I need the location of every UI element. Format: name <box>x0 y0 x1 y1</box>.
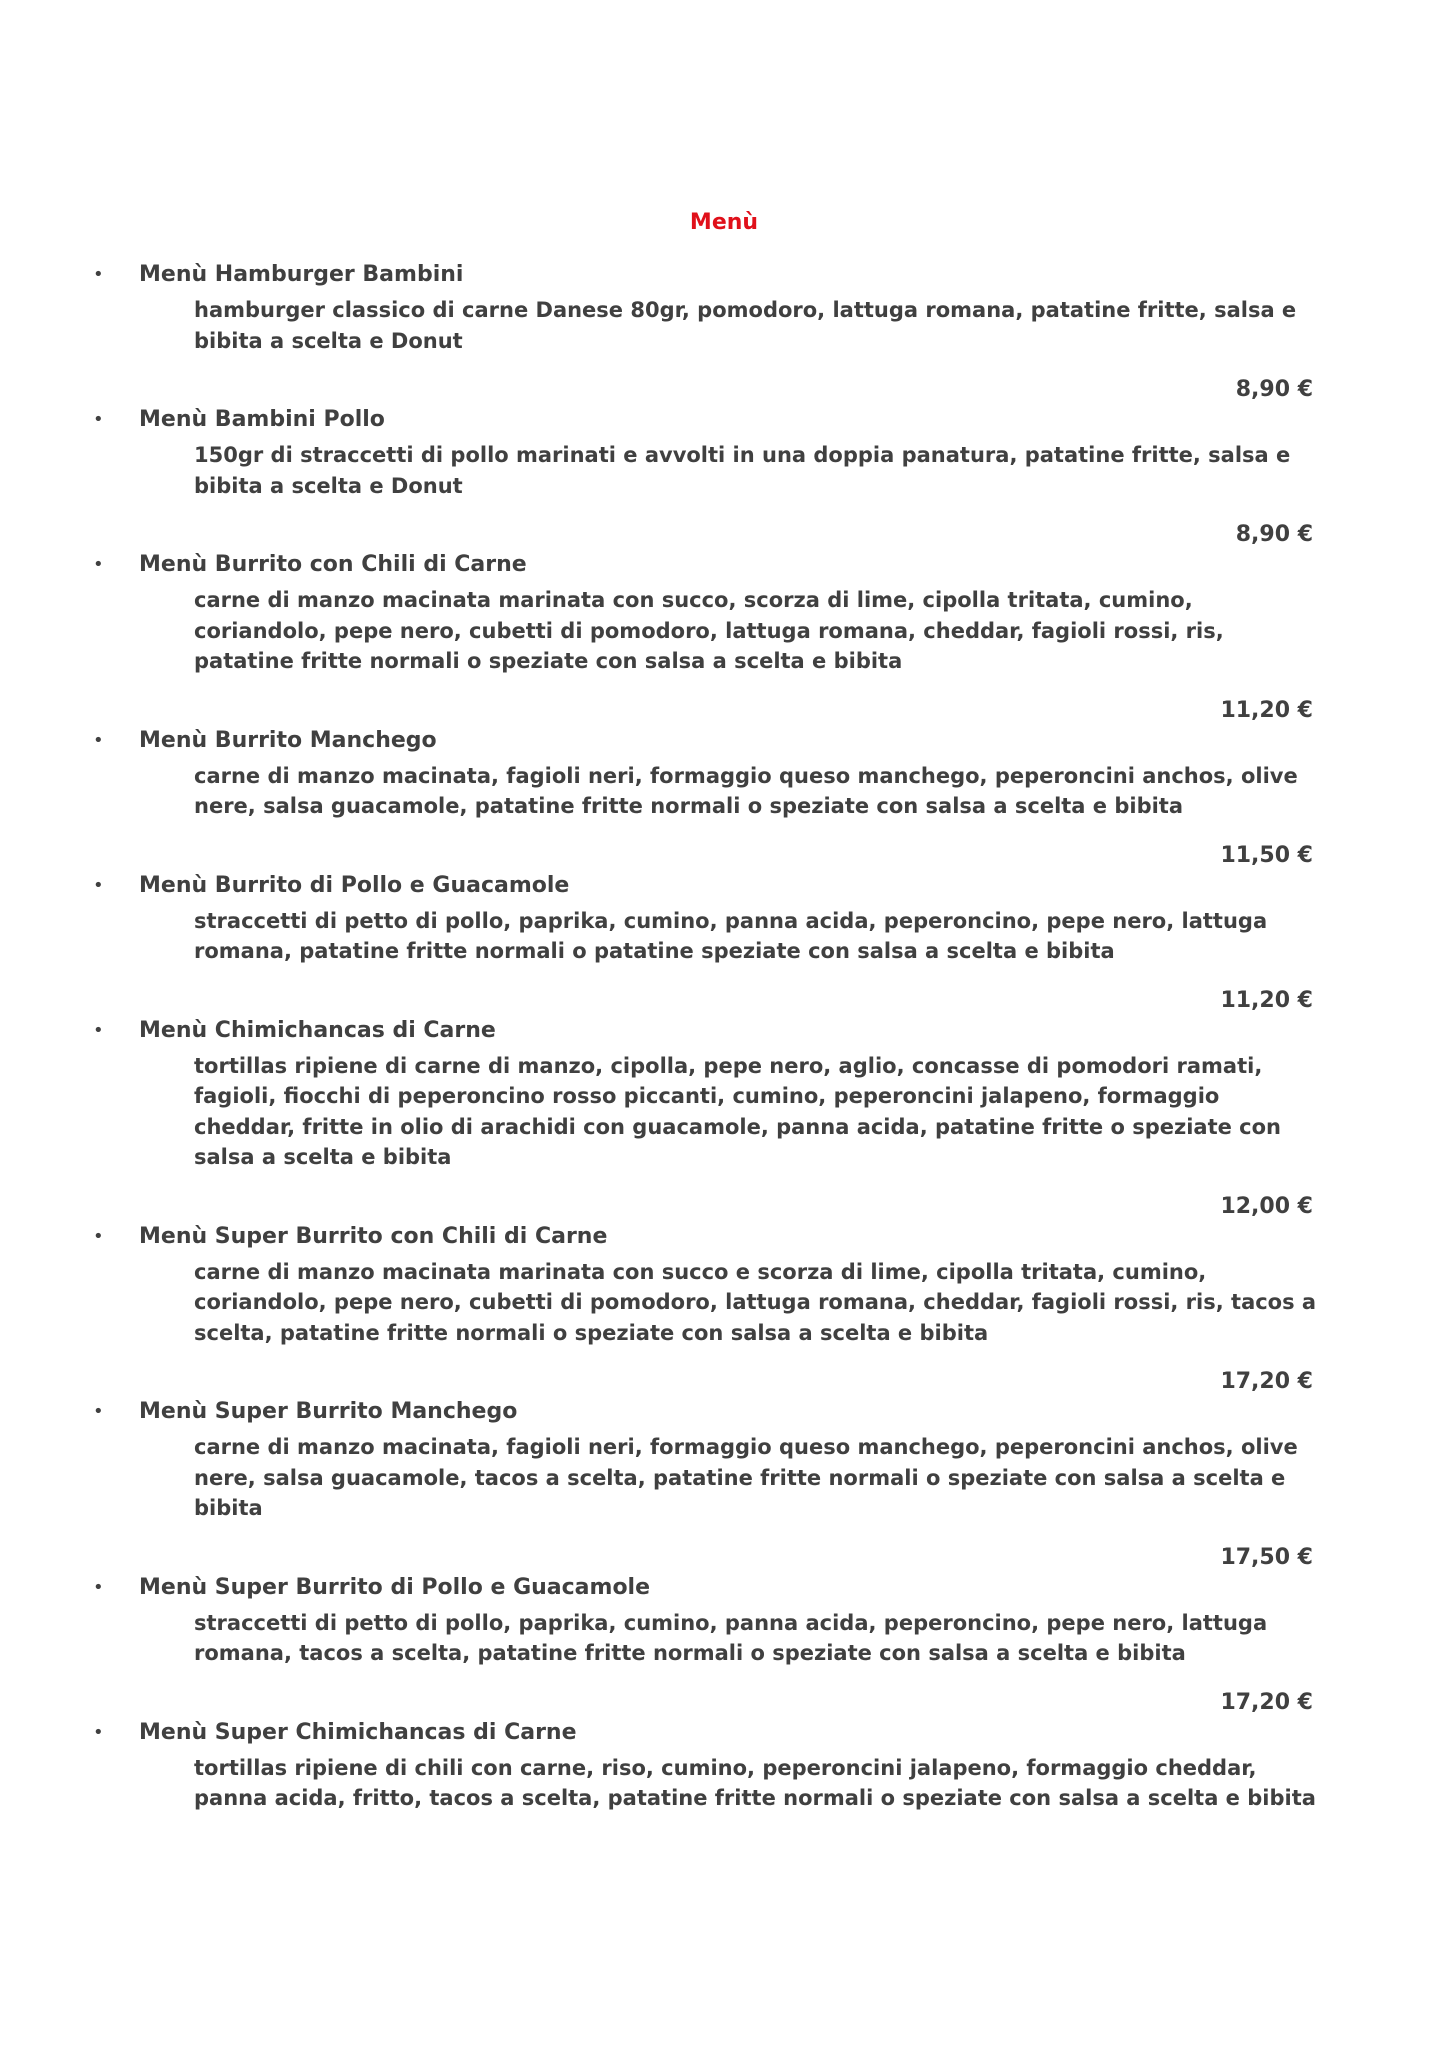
menu-item-description: carne di manzo macinata marinata con succo, scorza di lime, cipolla tritata, cumino, coriandolo, pepe nero, cubetti di pomodoro, lattuga romana, cheddar, fagioli rossi, ris, patatine fritte normali o speziate con salsa a scelta e bibita <box>194 588 1224 673</box>
menu-item-name: Menù Burrito di Pollo e Guacamole <box>139 872 570 898</box>
menu-item <box>0 260 1448 405</box>
menu-item-description: 150gr di straccetti di pollo marinati e avvolti in una doppia panatura, patatine fritte, salsa e bibita a scelta e Donut <box>194 443 1291 498</box>
menu-item <box>0 1016 1448 1222</box>
menu-item-name: Menù Chimichancas di Carne <box>139 1017 496 1043</box>
menu-item-price: 8,90 € <box>1235 522 1313 547</box>
page-title: Menù <box>689 210 759 235</box>
bullet-icon: • <box>93 409 104 430</box>
menu-item-price: 12,00 € <box>1220 1193 1313 1219</box>
menu-item-price: 11,20 € <box>1220 987 1313 1013</box>
menu-item-name: Menù Burrito con Chili di Carne <box>139 552 527 577</box>
menu-item-description: hamburger classico di carne Danese 80gr, pomodoro, lattuga romana, patatine fritte, salsa e bibita a scelta e Donut <box>194 298 1297 353</box>
menu-item-name: Menù Super Burrito Manchego <box>139 1399 518 1424</box>
menu-item <box>0 1397 1448 1573</box>
menu-item-description: straccetti di petto di pollo, paprika, cumino, panna acida, peperoncino, pepe nero, lattuga romana, patatine fritte normali o patatine speziate con salsa a scelta e bibita <box>194 908 1268 963</box>
menu-item-name: Menù Hamburger Bambini <box>139 262 464 287</box>
bullet-icon: • <box>93 874 104 896</box>
menu-item <box>0 1573 1448 1718</box>
menu-item-name: Menù Super Burrito di Pollo e Guacamole <box>139 1574 651 1600</box>
menu-item-description: straccetti di petto di pollo, paprika, cumino, panna acida, peperoncino, pepe nero, lattuga romana, tacos a scelta, patatine fritte normali o speziate con salsa a scelta e bibita <box>194 1610 1268 1665</box>
menu-item-description: carne di manzo macinata marinata con succo e scorza di lime, cipolla tritata, cumino, coriandolo, pepe nero, cubetti di pomodoro, lattuga romana, cheddar, fagioli rossi, ris, tacos a scelta, patatine fritte normali o speziate con salsa a scelta e bibita <box>194 1259 1317 1345</box>
menu-item-description: tortillas ripiene di chili con carne, riso, cumino, peperoncini jalapeno, formaggio cheddar, panna acida, fritto, tacos a scelta, patatine fritte normali o speziate con salsa a scelta e bibita <box>194 1755 1316 1810</box>
bullet-icon: • <box>93 554 104 575</box>
menu-item-price: 17,20 € <box>1220 1369 1313 1394</box>
menu-item-price: 8,90 € <box>1235 377 1313 402</box>
menu-item-price: 17,50 € <box>1220 1544 1313 1570</box>
menu-item <box>0 405 1448 550</box>
bullet-icon: • <box>93 264 104 285</box>
bullet-icon: • <box>93 1721 104 1743</box>
menu-item <box>0 871 1448 1016</box>
menu-item <box>0 1222 1448 1398</box>
menu-item-name: Menù Burrito Manchego <box>139 727 437 753</box>
menu-item-description: carne di manzo macinata, fagioli neri, formaggio queso manchego, peperoncini anchos, olive nere, salsa guacamole, patatine fritte normali o speziate con salsa a scelta e bibita <box>194 763 1298 818</box>
menu-list <box>0 260 1448 1814</box>
menu-item <box>0 726 1448 871</box>
bullet-icon: • <box>93 729 104 751</box>
menu-item-price: 11,50 € <box>1220 842 1313 868</box>
menu-item-price: 17,20 € <box>1220 1689 1313 1715</box>
bullet-icon: • <box>93 1019 104 1041</box>
bullet-icon: • <box>93 1576 104 1598</box>
menu-item-description: carne di manzo macinata, fagioli neri, formaggio queso manchego, peperoncini anchos, olive nere, salsa guacamole, tacos a scelta, patatine fritte normali o speziate con salsa a scelta e bibita <box>194 1435 1298 1520</box>
bullet-icon: • <box>93 1401 104 1422</box>
menu-item-name: Menù Super Burrito con Chili di Carne <box>139 1223 608 1249</box>
menu-item-price: 11,20 € <box>1220 697 1313 723</box>
menu-item <box>0 1718 1448 1814</box>
menu-item-description: tortillas ripiene di carne di manzo, cipolla, pepe nero, aglio, concasse di pomodori ramati, fagioli, fiocchi di peperoncino rosso piccanti, cumino, peperoncini jalapeno, formaggio cheddar, fritte in olio di arachidi con guacamole, panna acida, patatine fritte o speziate con salsa a scelta e bibita <box>194 1053 1281 1169</box>
menu-item-name: Menù Super Chimichancas di Carne <box>139 1719 577 1745</box>
menu-item-name: Menù Bambini Pollo <box>139 407 385 432</box>
menu-item <box>0 550 1448 726</box>
bullet-icon: • <box>93 1225 104 1247</box>
